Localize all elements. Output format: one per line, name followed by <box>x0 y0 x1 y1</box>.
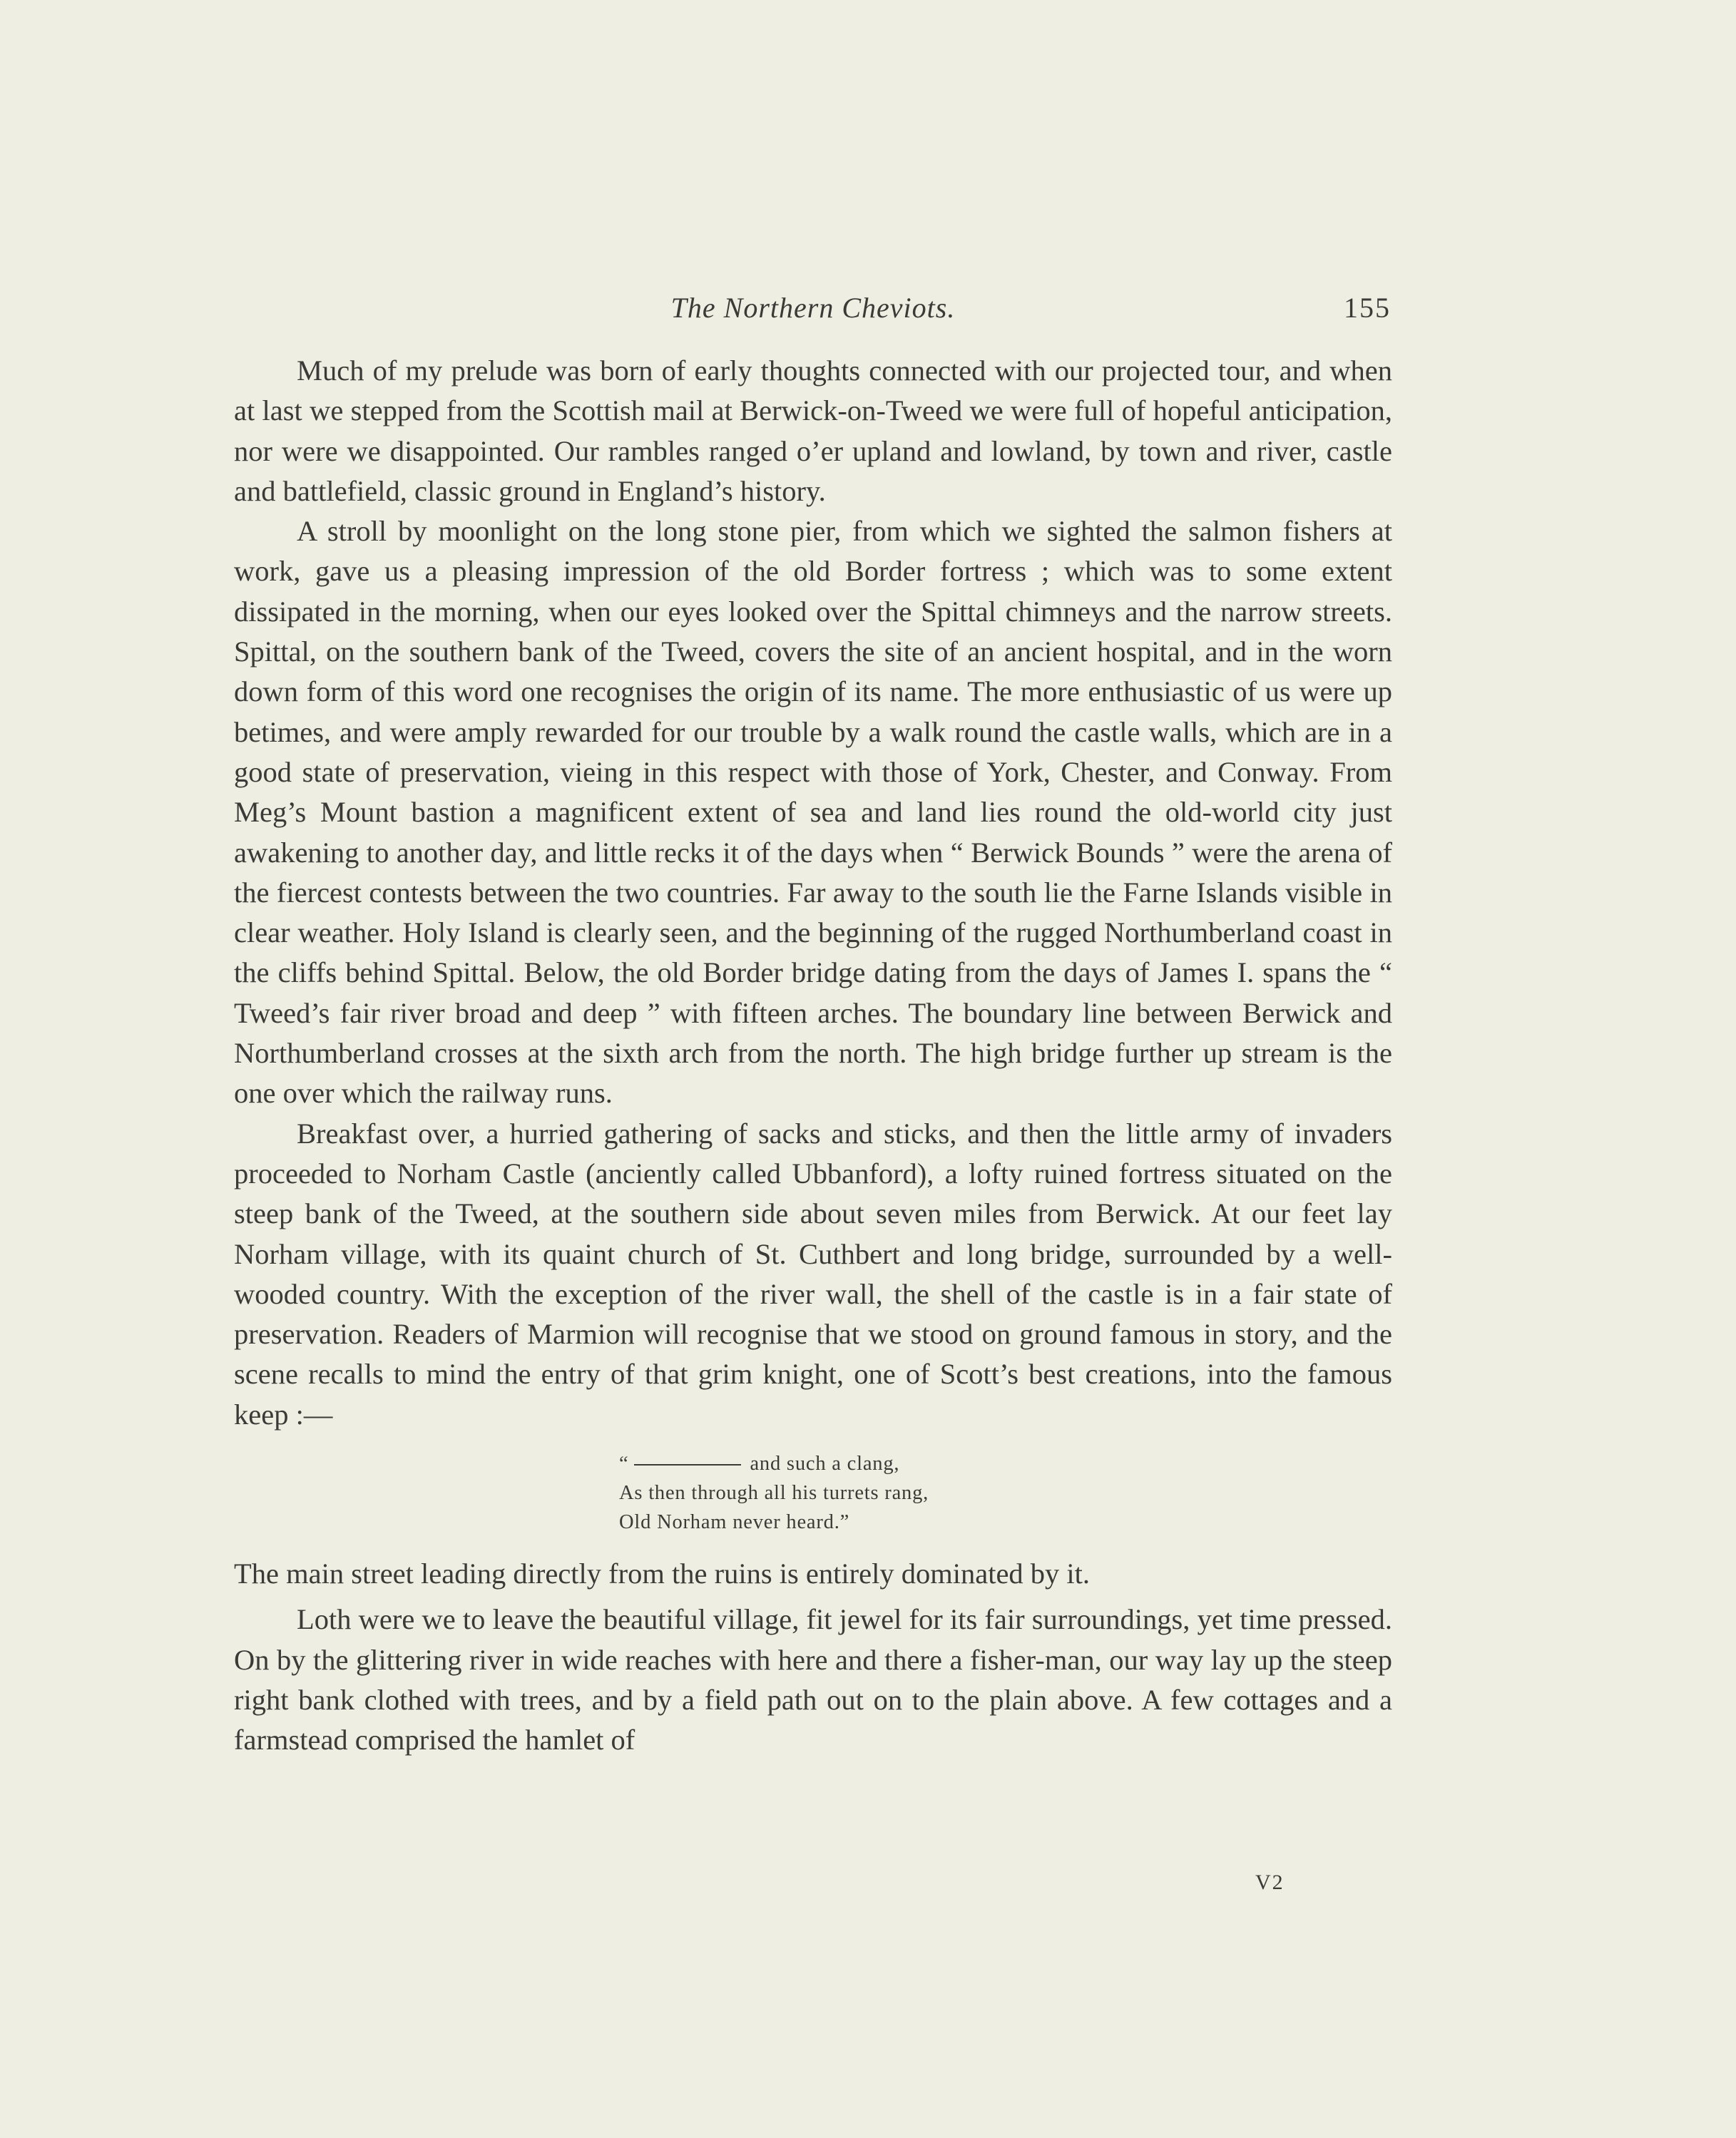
paragraph-2: A stroll by moonlight on the long stone pier, from which we sighted the salmon fishers at work, gave us a pleasing impression of the old Border fortress ; which was to some extent dissipated in the morning, when our eyes looked over the Spittal chimneys and the narrow streets. Spittal, on the southern bank of the Tweed, covers the site of an ancient hospital, and in the worn down form of this word one recognises the origin of its name. The more enthusiastic of us were up betimes, and were amply rewarded for our trouble by a walk round the castle walls, which are in a good state of preservation, vieing in this respect with those of York, Chester, and Conway. From Meg’s Mount bastion a magnificent extent of sea and land lies round the old-world city just awakening to another day, and little recks it of the days when “ Berwick Bounds ” were the arena of the fiercest contests between the two countries. Far away to the south lie the Farne Islands visible in clear weather. Holy Island is clearly seen, and the beginning of the rugged Northumberland coast in the cliffs behind Spittal. Below, the old Border bridge dating from the days of James I. spans the “ Tweed’s fair river broad and deep ” with fifteen arches. The boundary line between Berwick and Northumberland crosses at the sixth arch from the north. The high bridge further up stream is the one over which the railway runs. <box>234 515 1392 1110</box>
poem-line-1 <box>619 1449 1392 1478</box>
poem-line-1-text: and such a clang, <box>750 1453 900 1475</box>
poem-quotation <box>619 1449 1392 1537</box>
poem-dash <box>634 1464 741 1466</box>
running-title: The Northern Cheviots. <box>670 292 956 324</box>
poem-line-3: Old Norham never heard.” <box>619 1511 850 1534</box>
running-head <box>235 287 1391 329</box>
poem-line-2: As then through all his turrets rang, <box>619 1482 929 1505</box>
paragraph-after-poem: The main street leading directly from the ruins is entirely dominated by it. <box>234 1558 1091 1590</box>
body-text <box>234 351 1392 1761</box>
page-number: 155 <box>1344 292 1391 324</box>
poem-open-quote: “ <box>619 1453 629 1475</box>
paragraph-1: Much of my prelude was born of early thoughts connected with our projected tour, and when at last we stepped from the Scottish mail at Berwick-on-Tweed we were full of hopeful anticipation, nor were we disappointed. Our rambles ranged o’er upland and lowland, by town and river, castle and battlefield, classic ground in England’s history. <box>234 354 1392 507</box>
signature-mark: V2 <box>1255 1871 1285 1894</box>
paragraph-3: Breakfast over, a hurried gathering of sacks and sticks, and then the little army of invaders proceeded to Norham Castle (anciently called Ubbanford), a lofty ruined fortress situated on the steep bank of the Tweed, at the southern side about seven miles from Berwick. At our feet lay Norham village, with its quaint church of St. Cuthbert and long bridge, surrounded by a well-wooded country. With the exception of the river wall, the shell of the castle is in a fair state of preservation. Readers of Marmion will recognise that we stood on ground famous in story, and the scene recalls to mind the entry of that grim knight, one of Scott’s best creations, into the famous keep :— <box>234 1117 1392 1431</box>
paragraph-final: Loth were we to leave the beautiful village, fit jewel for its fair surroundings, yet time pressed. On by the glittering river in wide reaches with here and there a fisher-man, our way lay up the steep right bank clothed with trees, and by a field path out on to the plain above. A few cottages and a farmstead comprised the hamlet of <box>234 1603 1392 1756</box>
